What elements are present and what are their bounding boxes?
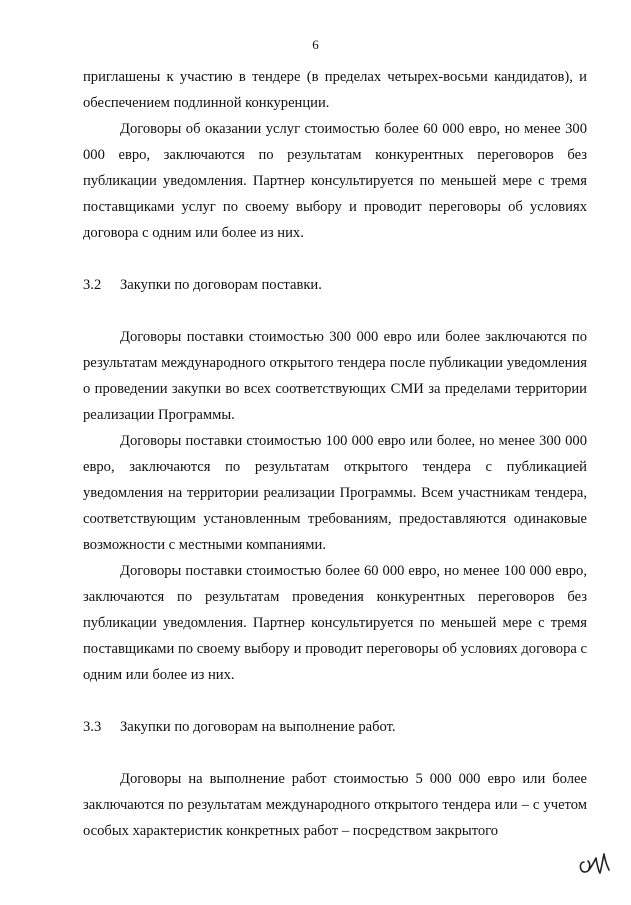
spacer: [83, 740, 587, 766]
page-number: 6: [312, 37, 319, 52]
section-number: 3.2: [83, 277, 102, 293]
spacer: [83, 298, 587, 324]
section-title: Закупки по договорам на выполнение работ.: [120, 719, 396, 735]
paragraph-supply-open-tender: Договоры поставки стоимостью 100 000 евро или более, но менее 300 000 евро, заключаются по результатам открытого тендера с публикацией уведомления на территории реализации Программы. Всем участникам тендера, соответствующим установленным требованиям, предоставляются одинаковые возможности с местными компаниями.: [83, 433, 587, 553]
section-number: 3.3: [83, 719, 102, 735]
document-body: [83, 64, 587, 844]
paragraph-services-contracts: Договоры об оказании услуг стоимостью более 60 000 евро, но менее 300 000 евро, заключаются по результатам конкурентных переговоров без публикации уведомления. Партнер консультируется по меньшей мере с тремя поставщиками услуг по своему выбору и проводит переговоры об условиях договора с одним или более из них.: [83, 121, 587, 241]
paragraph-tender-invitation: приглашены к участию в тендере (в пределах четырех-восьми кандидатов), и обеспечением подлинной конкуренции.: [83, 69, 587, 111]
section-title: Закупки по договорам поставки.: [120, 277, 322, 293]
section-heading-3-3: [83, 714, 587, 740]
handwritten-initials-signature: [576, 848, 612, 878]
section-heading-3-2: [83, 272, 587, 298]
spacer: [83, 688, 587, 714]
paragraph-works-contracts: Договоры на выполнение работ стоимостью 5 000 000 евро или более заключаются по результатам международного открытого тендера или – с учетом особых характеристик конкретных работ – посредством закрытого: [83, 771, 587, 839]
spacer: [83, 246, 587, 272]
paragraph-supply-international: Договоры поставки стоимостью 300 000 евро или более заключаются по результатам международного открытого тендера после публикации уведомления о проведении закупки во всех соответствующих СМИ за пределами территории реализации Программы.: [83, 329, 587, 423]
paragraph-supply-negotiation: Договоры поставки стоимостью более 60 000 евро, но менее 100 000 евро, заключаются по результатам проведения конкурентных переговоров без публикации уведомления. Партнер консультируется по меньшей мере с тремя поставщиками по своему выбору и проводит переговоры об условиях договора с одним или более из них.: [83, 563, 587, 683]
